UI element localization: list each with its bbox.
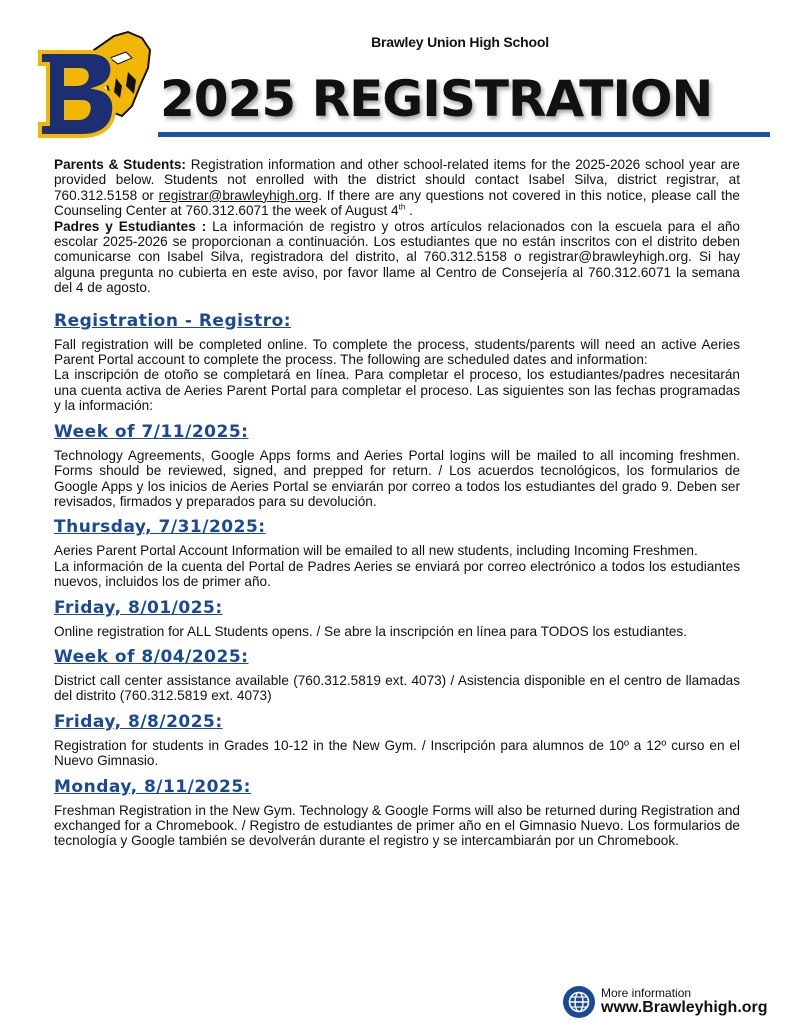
- intro-en-text-1: Registration information and other school-related items for the 2025-2026 school year are provided below. Students not enrolled with the district should contact Isabel Silva, district registrar, at 760.312.5158 or: [54, 157, 740, 203]
- main-content: [54, 157, 740, 857]
- section-friday-8-8: [54, 712, 740, 769]
- intro-en-label: Parents & Students:: [54, 157, 186, 172]
- section-text: Aeries Parent Portal Account Information will be emailed to all new students, including Incoming Freshmen.: [54, 543, 698, 559]
- intro-block: [54, 157, 740, 296]
- section-heading: Monday, 8/11/2025:: [54, 776, 251, 797]
- section-text: District call center assistance available (760.312.5819 ext. 4073) / Asistencia disponible en el centro de llamadas del distrito (760.312.5819 ext. 4073): [54, 672, 740, 704]
- section-text: La inscripción de otoño se completará en línea. Para completar el proceso, los estudiantes/padres necesitarán una cuenta activa de Aeries Parent Portal para completar el proceso. Las siguientes son las fechas programadas y la información:: [54, 367, 740, 414]
- intro-en-sup: th: [398, 202, 406, 212]
- intro-es-text: La información de registro y otros artículos relacionados con la escuela para el año escolar 2025-2026 se proporcionan a continuación. Los estudiantes que no están inscritos con el distrito deben comunicarse con Isabel Silva, registradora del distrito, al 760.312.5158 o registrar@brawleyhigh.org. Si hay alguna pregunta no cubierta en este aviso, por favor llame al Centro de Consejería al 760.312.6071 la semana del 4 de agosto.: [54, 218, 740, 296]
- footer-more-info: [563, 985, 788, 1021]
- school-logo: [36, 28, 158, 142]
- section-heading: Friday, 8/8/2025:: [54, 711, 223, 732]
- section-monday-8-11: [54, 777, 740, 849]
- section-text: Fall registration will be completed online. To complete the process, students/parents will need an active Aeries Parent Portal account to complete the process. The following are scheduled dates and information:: [54, 336, 740, 368]
- section-heading: Week of 7/11/2025:: [54, 421, 249, 442]
- section-heading: Registration - Registro:: [54, 310, 292, 331]
- intro-spanish: [54, 219, 740, 296]
- section-text: La información de la cuenta del Portal de Padres Aeries se enviará por correo electrónico a todos los estudiantes nuevos, incluidos los de primer año.: [54, 558, 740, 590]
- section-friday-8-01: [54, 598, 740, 639]
- section-registration: [54, 311, 740, 414]
- section-heading: Thursday, 7/31/2025:: [54, 517, 266, 538]
- intro-en-text-2: . If there are any questions not covered in this notice, please call the Counseling Center at 760.312.6071 the week of August 4: [54, 187, 740, 219]
- section-heading: Week of 8/04/2025:: [54, 646, 249, 667]
- intro-en-text-3: .: [405, 203, 413, 219]
- section-text: Technology Agreements, Google Apps forms and Aeries Portal logins will be mailed to all incoming freshmen. Forms should be reviewed, signed, and prepped for return. / Los acuerdos tecnológicos, los formularios de Google Apps y los inicios de Aeries Portal se enviarán por correo a todos los estudiantes del grado 9. Deben ser revisados, firmados y preparados para su devolución.: [54, 447, 740, 509]
- section-thursday-7-31: [54, 517, 740, 589]
- school-name: Brawley Union High School: [371, 34, 549, 50]
- title-underline: [158, 132, 770, 137]
- section-text: Registration for students in Grades 10-12 in the New Gym. / Inscripción para alumnos de 10º a 12º curso en el Nuevo Gimnasio.: [54, 737, 740, 769]
- page-title: 2025 REGISTRATION: [160, 70, 713, 128]
- globe-icon: [563, 986, 595, 1018]
- intro-es-label: Padres y Estudiantes :: [54, 218, 207, 234]
- website-link[interactable]: www.Brawleyhigh.org: [601, 999, 768, 1016]
- section-text: Freshman Registration in the New Gym. Technology & Google Forms will also be returned during Registration and exchanged for a Chromebook. / Registro de estudiantes de primer año en el Gimnasio Nuevo. Los formularios de tecnología y Google también se devolverán durante el registro y se intercambiarán por un Chromebook.: [54, 802, 740, 849]
- more-info-label: More information: [601, 986, 692, 1000]
- section-week-8-04: [54, 647, 740, 704]
- registrar-email-link[interactable]: registrar@brawleyhigh.org: [158, 187, 319, 203]
- intro-english: [54, 157, 740, 219]
- section-text: Online registration for ALL Students opens. / Se abre la inscripción en línea para TODOS los estudiantes.: [54, 623, 687, 639]
- section-heading: Friday, 8/01/025:: [54, 597, 223, 618]
- section-week-7-11: [54, 422, 740, 510]
